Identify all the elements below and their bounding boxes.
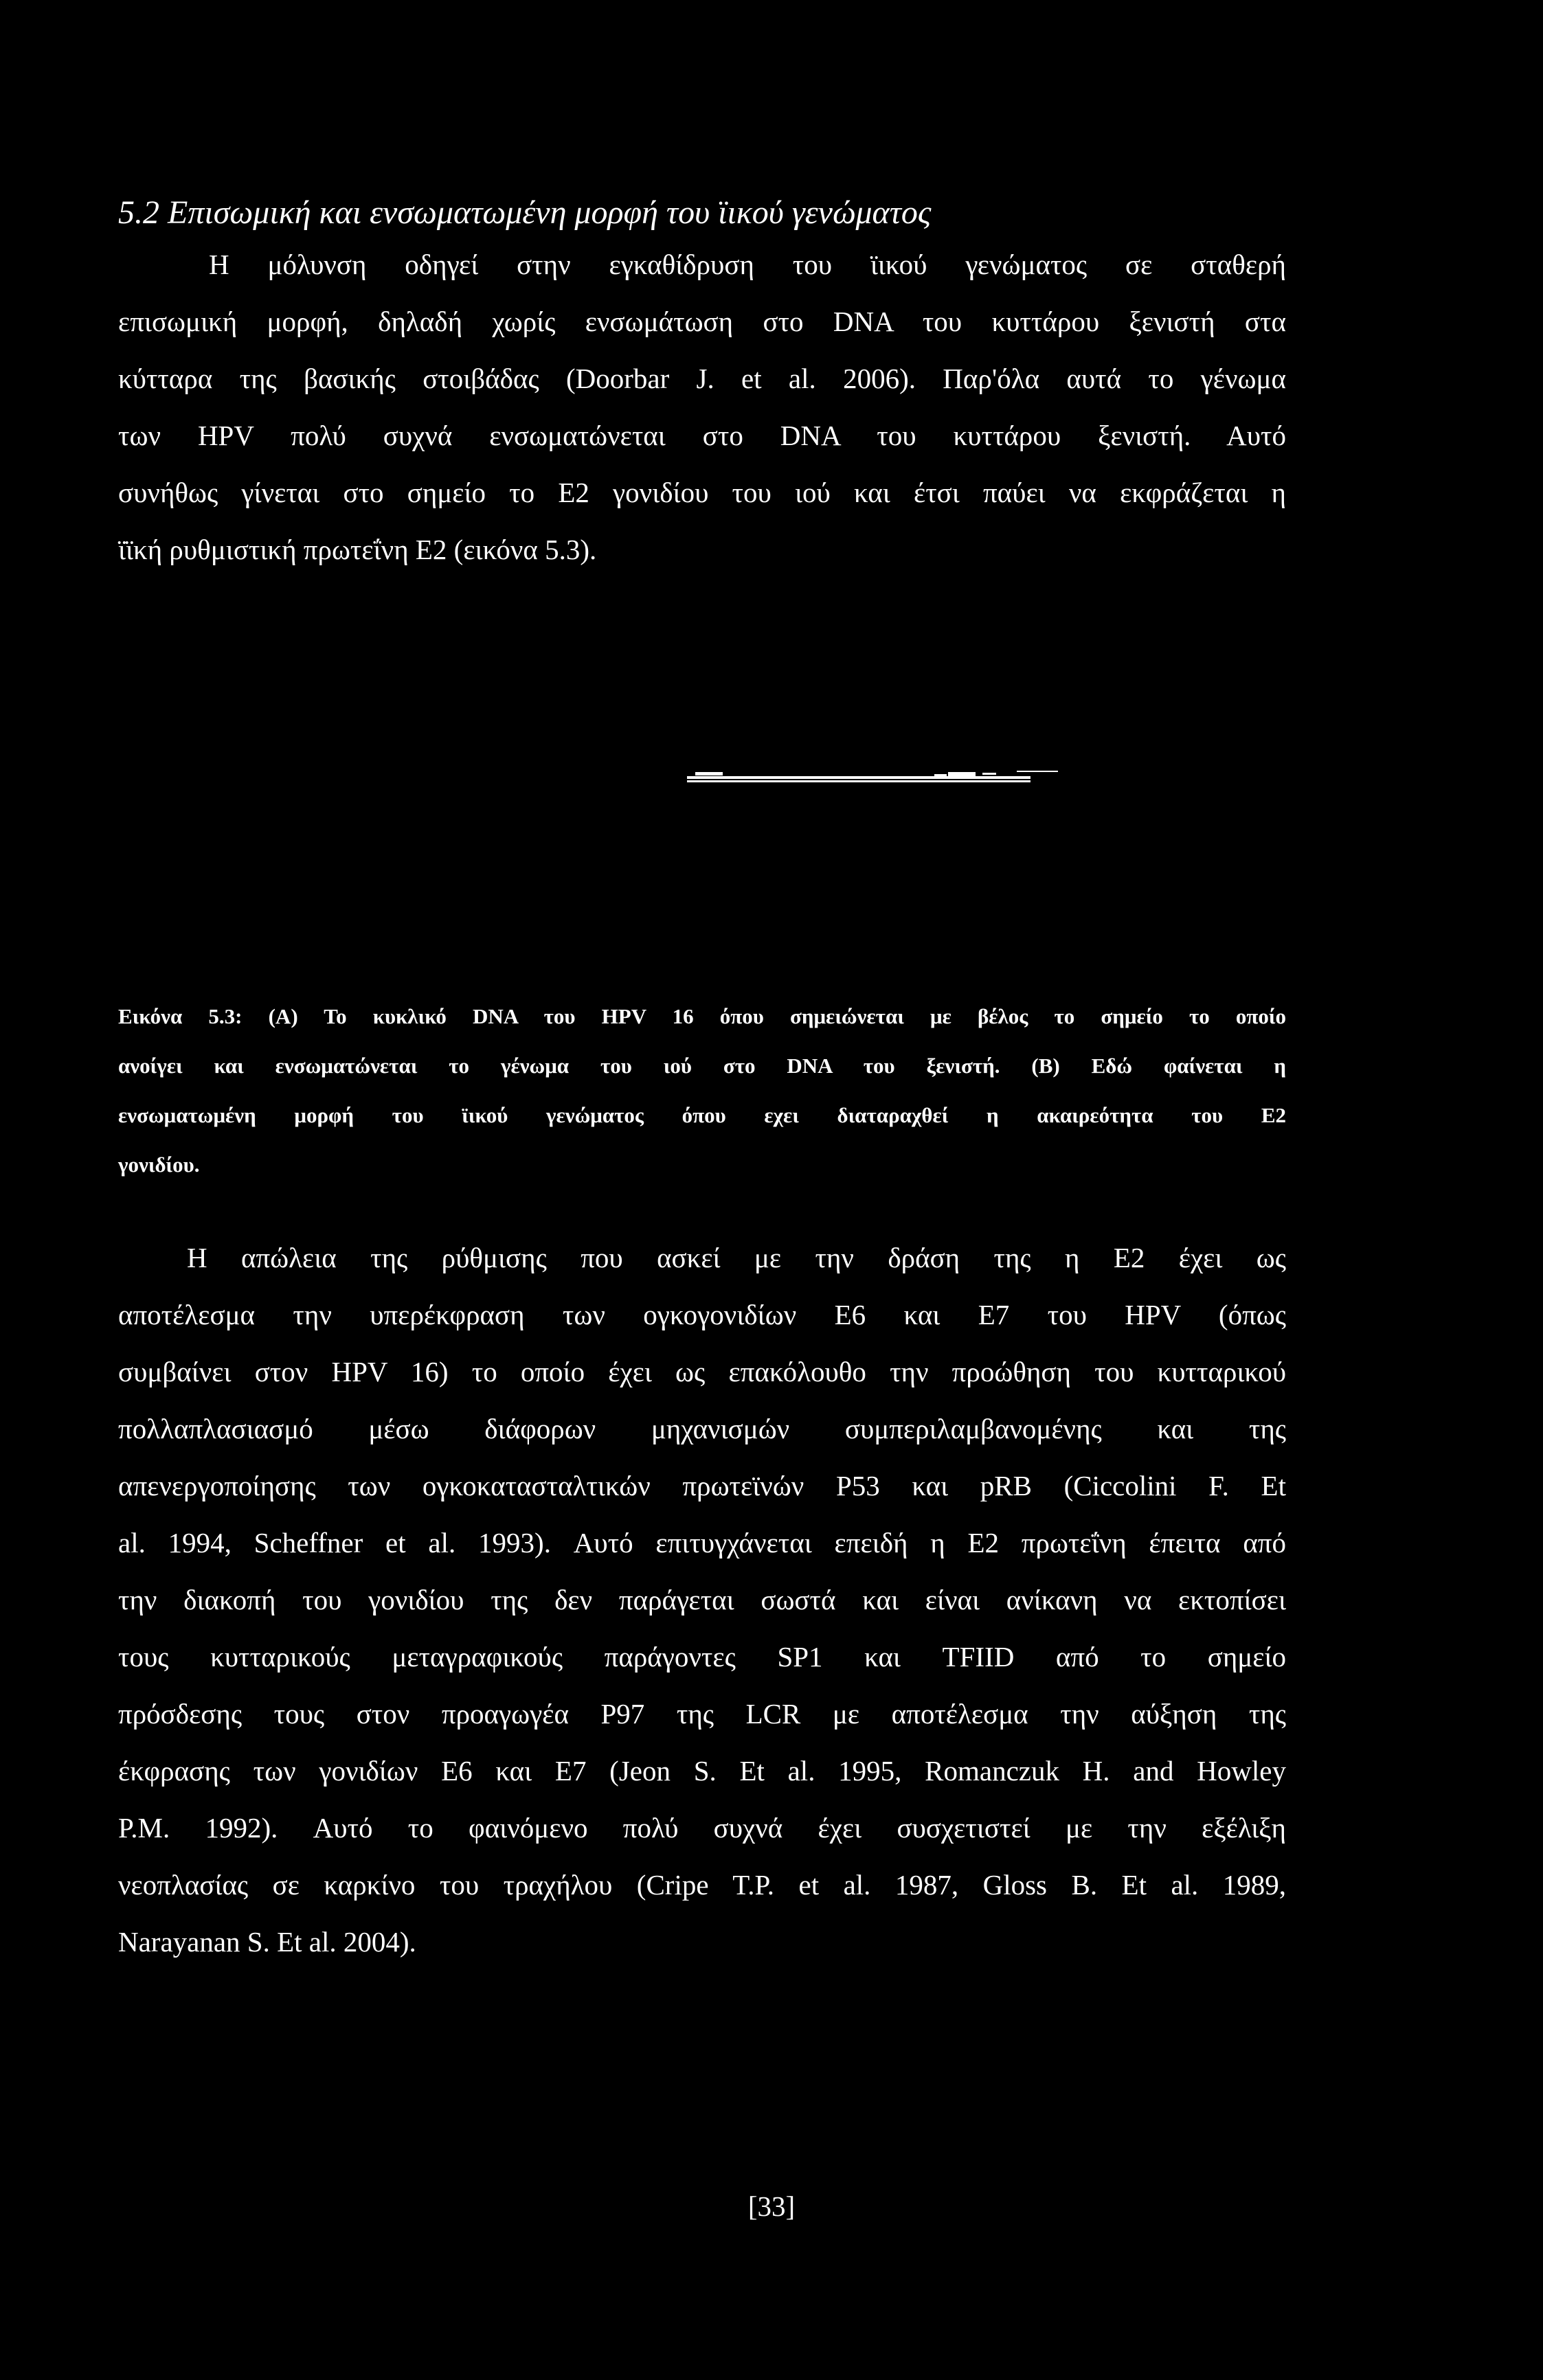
text-line: έκφρασης των γονιδίων E6 και E7 (Jeon S. Et al. 1995, Romanczuk H. and Howley	[118, 1755, 1286, 1787]
text-line: πρόσδεσης τους στον προαγωγέα P97 της LCR με αποτέλεσμα την αύξηση της	[118, 1698, 1286, 1730]
text-line: πολλαπλασιασμό μέσω διάφορων μηχανισμών συμπεριλαμβανομένης και της	[118, 1413, 1286, 1444]
text-line: Η απώλεια της ρύθμισης που ασκεί με την δράση της η E2 έχει ως	[187, 1242, 1286, 1273]
text-line: al. 1994, Scheffner et al. 1993). Αυτό επιτυγχάνεται επειδή η E2 πρωτεΐνη έπειτα από	[118, 1527, 1286, 1559]
text-line: κύτταρα της βασικής στοιβάδας (Doorbar J. et al. 2006). Παρ'όλα αυτά το γένωμα	[118, 363, 1286, 394]
text-line: επισωμική μορφή, δηλαδή χωρίς ενσωμάτωση στο DNA του κυττάρου ξενιστή στα	[118, 306, 1286, 337]
text-line: Narayanan S. Et al. 2004).	[118, 1926, 416, 1958]
section-heading: 5.2 Επισωμική και ενσωματωμένη μορφή του ϊικού γενώματος	[118, 194, 932, 231]
text-line: ϊϊκή ρυθμιστική πρωτεΐνη E2 (εικόνα 5.3).	[118, 534, 597, 565]
paragraph-intro	[118, 236, 1286, 578]
page-number: [33]	[747, 2190, 796, 2222]
text-line: P.M. 1992). Αυτό το φαινόμενο πολύ συχνά έχει συσχετιστεί με την εξέλιξη	[118, 1812, 1286, 1844]
text-line: Η μόλυνση οδηγεί στην εγκαθίδρυση του ϊικού γενώματος σε σταθερή	[209, 249, 1286, 280]
text-line: συνήθως γίνεται στο σημείο το E2 γονιδίου του ιού και έτσι παύει να εκφράζεται η	[118, 477, 1286, 508]
caption-line: Εικόνα 5.3: (Α) Το κυκλικό DNA του HPV 16 όπου σημειώνεται με βέλος το σημείο το οποίο	[118, 1004, 1286, 1028]
paragraph-body	[118, 1229, 1286, 1971]
text-line: των HPV πολύ συχνά ενσωματώνεται στο DNA του κυττάρου ξενιστή. Αυτό	[118, 420, 1286, 451]
text-line: συμβαίνει στον HPV 16) το οποίο έχει ως επακόλουθο την προώθηση του κυτταρικού	[118, 1356, 1286, 1387]
text-line: νεοπλασίας σε καρκίνο του τραχήλου (Cripe T.P. et al. 1987, Gloss B. Et al. 1989,	[118, 1869, 1286, 1901]
caption-line: ενσωματωμένη μορφή του ϊικού γενώματος όπου εχει διαταραχθεί η ακαιρεότητα του E2	[118, 1103, 1286, 1127]
figure-image	[687, 761, 1072, 795]
text-line: απενεργοποίησης των ογκοκατασταλτικών πρωτεϊνών P53 και pRB (Ciccolini F. Et	[118, 1470, 1286, 1501]
text-line: την διακοπή του γονιδίου της δεν παράγεται σωστά και είναι ανίκανη να εκτοπίσει	[118, 1584, 1286, 1616]
text-line: τους κυτταρικούς μεταγραφικούς παράγοντες SP1 και TFIID από το σημείο	[118, 1641, 1286, 1673]
figure-caption	[118, 992, 1286, 1190]
figure-graphic	[687, 761, 1072, 795]
text-line: αποτέλεσμα την υπερέκφραση των ογκογονιδίων E6 και E7 του HPV (όπως	[118, 1299, 1286, 1330]
caption-line: γονιδίου.	[118, 1153, 200, 1177]
caption-line: ανοίγει και ενσωματώνεται το γένωμα του ιού στο DNA του ξενιστή. (Β) Εδώ φαίνεται η	[118, 1054, 1286, 1078]
